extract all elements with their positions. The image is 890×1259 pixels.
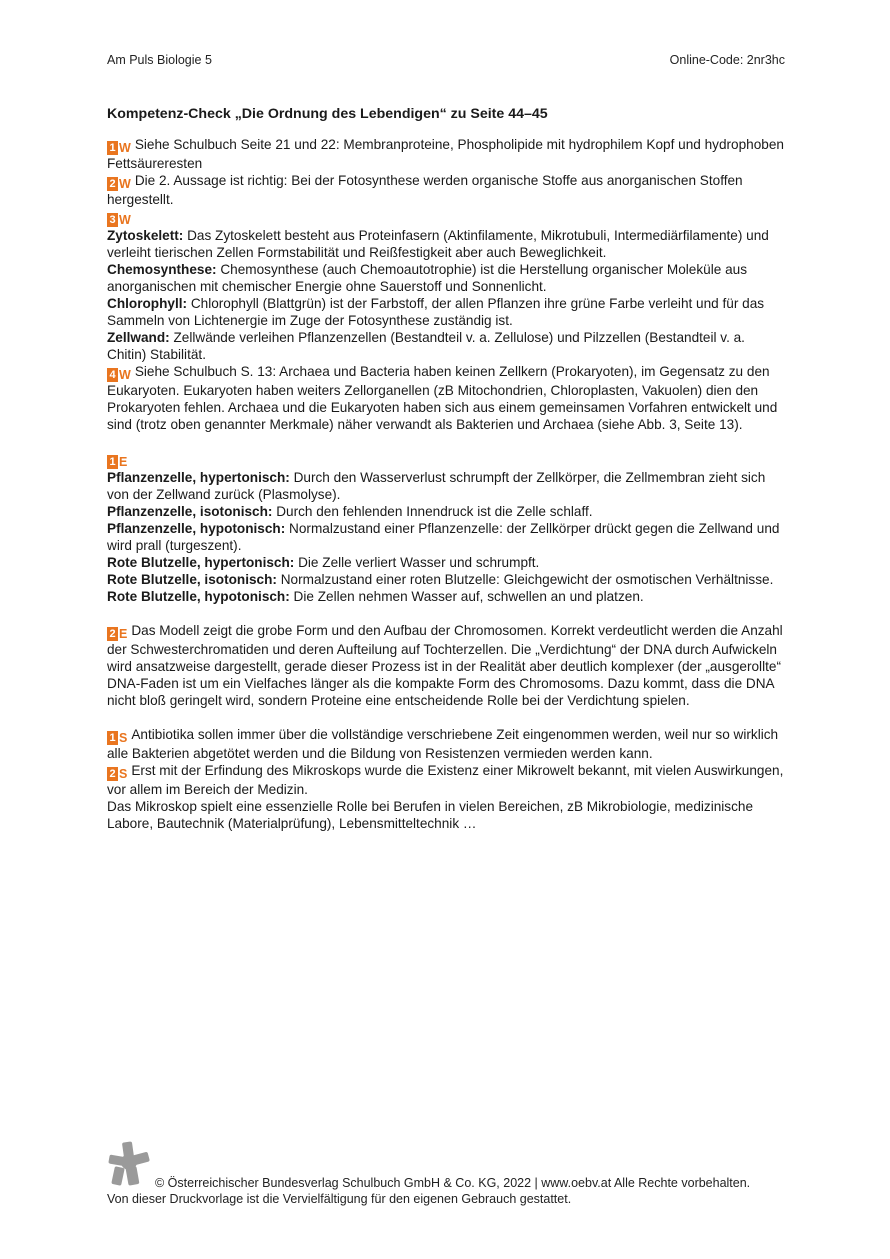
- task-w2: [107, 172, 787, 208]
- definition-blutzelle-hypertonisch: [107, 554, 787, 571]
- task-number: 4: [107, 368, 118, 382]
- definition-term: Rote Blutzelle, hypotonisch:: [107, 589, 290, 604]
- definition-blutzelle-hypotonisch: [107, 588, 787, 605]
- definition-pflanzenzelle-hypertonisch: [107, 469, 787, 503]
- task-w3: [107, 208, 787, 227]
- task-letter: S: [119, 767, 128, 781]
- definition-term: Zytoskelett:: [107, 228, 184, 243]
- task-e2: [107, 622, 787, 709]
- task-letter: W: [119, 368, 131, 382]
- task-badge: [107, 767, 127, 781]
- definition-text: Durch den Wasserverlust schrumpft der Zellkörper, die Zellmembran zieht sich von der Zellwand zurück (Plasmolyse).: [107, 470, 766, 502]
- task-number: 3: [107, 213, 118, 227]
- page-title: Kompetenz-Check „Die Ordnung des Lebendigen“ zu Seite 44–45: [107, 106, 548, 122]
- definition-zytoskelett: [107, 227, 787, 261]
- task-badge: [107, 455, 127, 469]
- task-badge: [107, 177, 131, 191]
- task-number: 2: [107, 177, 118, 191]
- definition-text: Chemosynthese (auch Chemoautotrophie) ist die Herstellung organischer Moleküle aus anorganischen mit chemischer Energie ohne Sauerstoff und Sonnenlicht.: [107, 262, 747, 294]
- task-w1: [107, 136, 787, 172]
- task-text: Siehe Schulbuch S. 13: Archaea und Bacteria haben keinen Zellkern (Prokaryoten), im Gegensatz zu den Eukaryoten. Eukaryoten haben weiters Zellorganellen (zB Mitochondrien, Chloroplasten, Vakuolen) dien den Prokaryoten fehlen. Archaea und die Eukaryoten haben sich aus einem gemeinsamen Vorfahren entwickelt und sind (trotz oben genannter Merkmale) näher verwandt als Bakterien und Archaea (siehe Abb. 3, Seite 13).: [107, 364, 778, 432]
- task-letter: W: [119, 177, 131, 191]
- task-number: 2: [107, 627, 118, 641]
- task-number: 2: [107, 767, 118, 781]
- task-number: 1: [107, 455, 118, 469]
- definition-text: Chlorophyll (Blattgrün) ist der Farbstoff, der allen Pflanzen ihre grüne Farbe verleiht und für das Sammeln von Lichtenergie im Zuge der Fotosynthese zuständig ist.: [107, 296, 765, 328]
- definition-text: Zellwände verleihen Pflanzenzellen (Bestandteil v. a. Zellulose) und Pilzzellen (Bestandteil v. a. Chitin) Stabilität.: [107, 330, 745, 362]
- task-letter: E: [119, 455, 128, 469]
- definition-pflanzenzelle-hypotonisch: [107, 520, 787, 554]
- header-online-code: Online-Code: 2nr3hc: [669, 53, 785, 67]
- definition-text: Normalzustand einer Pflanzenzelle: der Zellkörper drückt gegen die Zellwand und wird prall (turgeszent).: [107, 521, 780, 553]
- publisher-logo-icon: [107, 1140, 153, 1188]
- task-number: 1: [107, 141, 118, 155]
- definition-text: Die Zellen nehmen Wasser auf, schwellen an und platzen.: [293, 589, 644, 604]
- task-badge: [107, 368, 131, 382]
- definition-term: Chlorophyll:: [107, 296, 188, 311]
- task-s2: [107, 762, 787, 798]
- task-badge: [107, 627, 127, 641]
- task-text: Erst mit der Erfindung des Mikroskops wurde die Existenz einer Mikrowelt bekannt, mit vielen Auswirkungen, vor allem im Bereich der Medizin.: [107, 763, 784, 797]
- definition-term: Pflanzenzelle, hypertonisch:: [107, 470, 290, 485]
- definition-term: Chemosynthese:: [107, 262, 217, 277]
- definition-text: Durch den fehlenden Innendruck ist die Zelle schlaff.: [276, 504, 593, 519]
- task-text: Die 2. Aussage ist richtig: Bei der Fotosynthese werden organische Stoffe aus anorganischen Stoffen hergestellt.: [107, 173, 743, 207]
- task-text: Siehe Schulbuch Seite 21 und 22: Membranproteine, Phospholipide mit hydrophilem Kopf und hydrophoben Fettsäureresten: [107, 137, 784, 171]
- task-letter: S: [119, 731, 128, 745]
- definition-term: Pflanzenzelle, hypotonisch:: [107, 521, 286, 536]
- definition-blutzelle-isotonisch: [107, 571, 787, 588]
- footer-copyright: © Österreichischer Bundesverlag Schulbuch GmbH & Co. KG, 2022 | www.oebv.at Alle Rechte vorbehalten.: [155, 1176, 751, 1190]
- task-letter: W: [119, 141, 131, 155]
- definition-term: Rote Blutzelle, hypertonisch:: [107, 555, 295, 570]
- task-text: Das Modell zeigt die grobe Form und den Aufbau der Chromosomen. Korrekt verdeutlicht werden die Anzahl der Schwesterchromatiden und deren Aufteilung auf Tochterzellen. Die „Verdichtung“ der DNA durch Aufwickeln wird ansatzweise dargestellt, gerade dieser Prozess ist in der Realität aber deutlich komplexer (der „ausgerollte“ DNA-Faden ist um ein Vielfaches länger als die kompakte Form des Chromosoms. Dazu kommt, dass die DNA nicht bloß geringelt wird, sondern Proteine eine entscheidende Rolle bei der Verdichtung spielen.: [107, 623, 783, 708]
- definition-term: Zellwand:: [107, 330, 170, 345]
- answer-content: [107, 106, 787, 832]
- definition-text: Normalzustand einer roten Blutzelle: Gleichgewicht der osmotischen Verhältnisse.: [280, 572, 774, 587]
- task-text: Antibiotika sollen immer über die vollständige verschriebene Zeit eingenommen werden, weil nur so wirklich alle Bakterien abgetötet werden und die Bildung von Resistenzen vermieden werden kann.: [107, 727, 779, 761]
- definition-term: Pflanzenzelle, isotonisch:: [107, 504, 273, 519]
- task-letter: W: [119, 213, 131, 227]
- definition-chlorophyll: [107, 295, 787, 329]
- task-e1: [107, 450, 787, 469]
- task-w4: [107, 363, 787, 433]
- task-s2-continuation: Das Mikroskop spielt eine essenzielle Rolle bei Berufen in vielen Bereichen, zB Mikrobiologie, medizinische Labore, Bautechnik (Materialprüfung), Lebensmitteltechnik …: [107, 799, 754, 831]
- task-badge: [107, 141, 131, 155]
- header-book-title: Am Puls Biologie 5: [107, 53, 212, 67]
- definition-zellwand: [107, 329, 787, 363]
- definition-term: Rote Blutzelle, isotonisch:: [107, 572, 277, 587]
- task-badge: [107, 731, 127, 745]
- definition-text: Das Zytoskelett besteht aus Proteinfasern (Aktinfilamente, Mikrotubuli, Intermediärfilamente) und verleiht tierischen Zellen Formstabilität und Reißfestigkeit aber auch Beweglichkeit.: [107, 228, 769, 260]
- task-s1: [107, 726, 787, 762]
- definition-text: Die Zelle verliert Wasser und schrumpft.: [298, 555, 540, 570]
- task-letter: E: [119, 627, 128, 641]
- definition-chemosynthese: [107, 261, 787, 295]
- task-badge: [107, 213, 131, 227]
- task-number: 1: [107, 731, 118, 745]
- definition-pflanzenzelle-isotonisch: [107, 503, 787, 520]
- footer-usage-note: Von dieser Druckvorlage ist die Vervielfältigung für den eigenen Gebrauch gestattet.: [107, 1192, 572, 1206]
